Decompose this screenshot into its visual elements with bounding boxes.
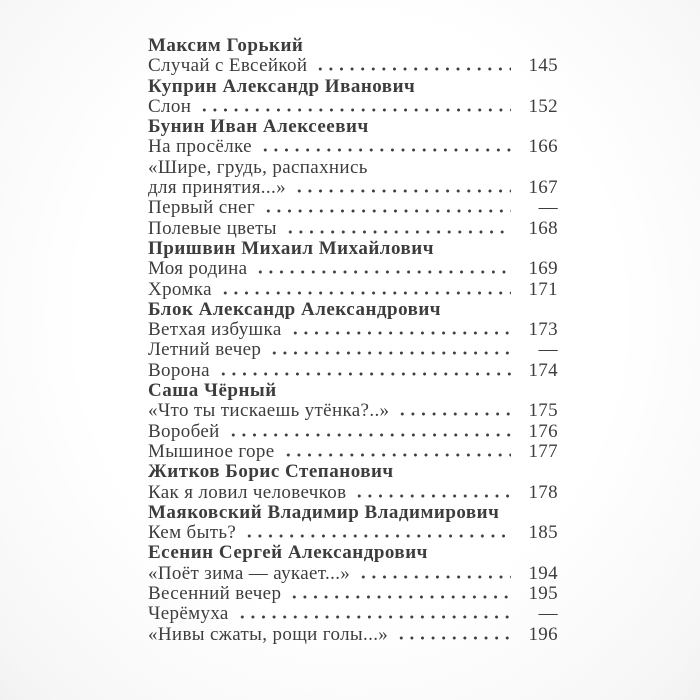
entry-title: Летний вечер <box>148 339 262 361</box>
dot-leader <box>314 67 511 71</box>
entry-title: Черёмуха <box>148 603 229 625</box>
dot-leader <box>268 351 511 355</box>
page-number: 152 <box>528 95 558 117</box>
entry-title: Случай с Евсейкой <box>148 55 308 77</box>
dot-leader <box>395 636 511 640</box>
dot-leader <box>282 453 512 457</box>
entry-title: Кем быть? <box>148 522 237 544</box>
page-number: 185 <box>528 522 558 544</box>
page-number: 166 <box>528 136 558 158</box>
entry-title: Воробей <box>148 420 220 442</box>
page-number: 145 <box>528 55 558 77</box>
author-heading: Бунин Иван Алексеевич <box>148 116 369 138</box>
dot-leader <box>243 534 511 538</box>
entry-title: «Что ты тискаешь утёнка?..» <box>148 400 390 422</box>
page-number: 173 <box>528 319 558 341</box>
author-heading: Есенин Сергей Александрович <box>148 542 428 564</box>
entry-title: На просёлке <box>148 136 252 158</box>
page-number: 174 <box>528 359 558 381</box>
author-heading: Блок Александр Александрович <box>148 298 442 320</box>
dot-leader <box>293 189 511 193</box>
entry-title-wrap-line: «Шире, грудь, распахнись <box>148 156 368 178</box>
dot-leader <box>217 372 511 376</box>
dot-leader <box>262 209 511 213</box>
entry-title: Как я ловил человечков <box>148 481 347 503</box>
toc-entry-row <box>148 340 558 360</box>
dot-leader <box>288 595 511 599</box>
page-number: 177 <box>528 440 558 462</box>
page-number: — <box>538 197 558 219</box>
author-heading: Маяковский Владимир Владимирович <box>148 501 500 523</box>
entry-title: для принятия...» <box>148 177 286 199</box>
entry-title: Моя родина <box>148 258 248 280</box>
toc-entry-row <box>148 401 558 421</box>
page-number: 171 <box>528 278 558 300</box>
toc-entry-row <box>148 523 558 543</box>
dot-leader <box>254 270 511 274</box>
author-heading: Куприн Александр Иванович <box>148 75 416 97</box>
dot-leader <box>357 575 511 579</box>
dot-leader <box>289 331 511 335</box>
page-number: — <box>538 603 558 625</box>
toc-entry-row <box>148 361 558 381</box>
dot-leader <box>284 230 511 234</box>
page-number: 168 <box>528 217 558 239</box>
entry-title: Весенний вечер <box>148 583 282 605</box>
toc-entry-row <box>148 584 558 604</box>
toc-entry-row <box>148 320 558 340</box>
entry-title: Мышиное горе <box>148 440 275 462</box>
entry-title: Ветхая избушка <box>148 319 282 341</box>
toc-entry-row <box>148 137 558 157</box>
entry-title: «Нивы сжаты, рощи голы...» <box>148 623 389 645</box>
page-number: 176 <box>528 420 558 442</box>
author-heading: Саша Чёрный <box>148 380 277 402</box>
entry-title: «Поёт зима — аукает...» <box>148 562 351 584</box>
dot-leader <box>236 615 511 619</box>
toc-entry-row <box>148 97 558 117</box>
dot-leader <box>353 494 511 498</box>
toc-entry-row <box>148 280 558 300</box>
dot-leader <box>227 433 511 437</box>
page-number: 178 <box>528 481 558 503</box>
page-number: — <box>538 339 558 361</box>
toc-entry-row <box>148 422 558 442</box>
toc-entry-row <box>148 604 558 624</box>
toc-entry-row <box>148 564 558 584</box>
page-number: 175 <box>528 400 558 422</box>
toc-entry-row <box>148 56 558 76</box>
author-heading: Пришвин Михаил Михайлович <box>148 237 434 259</box>
dot-leader <box>396 412 511 416</box>
page-number: 167 <box>528 177 558 199</box>
entry-title: Хромка <box>148 278 212 300</box>
dot-leader <box>198 108 511 112</box>
toc-list <box>148 36 558 645</box>
toc-entry-row <box>148 625 558 645</box>
toc-entry-row <box>148 178 558 198</box>
entry-title: Полевые цветы <box>148 217 277 239</box>
author-heading: Максим Горький <box>148 35 304 56</box>
entry-title: Ворона <box>148 359 210 381</box>
toc-entry-row <box>148 259 558 279</box>
entry-title: Первый снег <box>148 197 255 219</box>
toc-entry-row <box>148 442 558 462</box>
toc-entry-row <box>148 483 558 503</box>
page-number: 169 <box>528 258 558 280</box>
toc-entry-row <box>148 219 558 239</box>
dot-leader <box>219 291 511 295</box>
dot-leader <box>259 148 511 152</box>
page-number: 194 <box>528 562 558 584</box>
author-heading: Житков Борис Степанович <box>148 461 394 483</box>
entry-title: Слон <box>148 95 192 117</box>
page-number: 195 <box>528 583 558 605</box>
toc-entry-row <box>148 198 558 218</box>
page-number: 196 <box>528 623 558 645</box>
